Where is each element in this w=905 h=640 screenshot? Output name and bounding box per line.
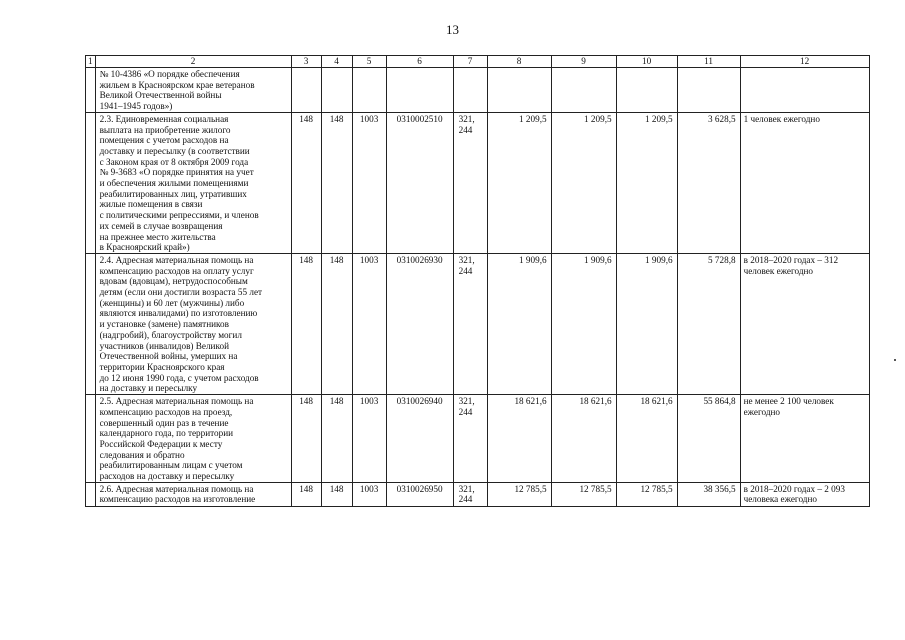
total-amount-cell: 3 628,5 [677, 112, 740, 253]
measure-description-line: № 9-3683 «О порядке принятия на учет [99, 167, 254, 178]
year1-amount-cell [487, 68, 551, 113]
measure-description-line: детям (если они достигли возраста 55 лет [99, 287, 263, 298]
measure-description [95, 68, 291, 113]
year1-amount-cell: 1 909,6 [487, 253, 551, 394]
total-amount-cell: 5 728,8 [677, 253, 740, 394]
total-amount-cell [677, 68, 740, 113]
total-amount-cell: 38 356,5 [677, 482, 740, 506]
section-code-cell: 148 [321, 482, 352, 506]
subsection-code-cell [352, 68, 386, 113]
expected-result-cell [740, 112, 869, 253]
program-table [85, 55, 870, 507]
col-header-3: 3 [291, 56, 321, 68]
measure-description-line: с Законом края от 8 октября 2009 года [99, 156, 249, 167]
row-index-cell [86, 68, 96, 113]
measure-description-line: 1941–1945 годов») [99, 101, 173, 112]
col-header-12: 12 [740, 56, 869, 68]
expense-type-cell-line: 321, [458, 396, 475, 407]
expense-type-cell [453, 482, 487, 506]
year3-amount-cell [616, 68, 677, 113]
page-number: 13 [446, 22, 459, 37]
measure-description-line: жилые помещения в связи [99, 199, 203, 210]
measure-description [95, 395, 291, 483]
measure-description-line: компенсацию расходов на изготовление [99, 494, 256, 505]
expense-type-cell-line: 321, [458, 254, 475, 265]
measure-description-line: жильем в Красноярском крае ветеранов [99, 79, 255, 90]
measure-description-line: помещения с учетом расходов на [99, 135, 229, 146]
measure-description-line: участников (инвалидов) Великой [99, 340, 229, 351]
target-article-cell: 0310026930 [386, 253, 453, 394]
section-code-cell: 148 [321, 395, 352, 483]
target-article-cell: 0310026940 [386, 395, 453, 483]
year2-amount-cell: 1 909,6 [551, 253, 616, 394]
col-header-2: 2 [95, 56, 291, 68]
measure-description-line: реабилитированных лиц, утративших [99, 188, 247, 199]
measure-description-line: следования и обратно [99, 449, 185, 460]
row-index-cell [86, 253, 96, 394]
table-row [86, 68, 870, 113]
subsection-code-cell: 1003 [352, 395, 386, 483]
col-header-8: 8 [487, 56, 551, 68]
measure-description-line: Великой Отечественной войны [99, 90, 222, 101]
col-header-1: 1 [86, 56, 96, 68]
total-amount-cell: 55 864,8 [677, 395, 740, 483]
year3-amount-cell: 1 209,5 [616, 112, 677, 253]
measure-description-line: являются инвалидами) по изготовлению [99, 308, 258, 319]
measure-description-line: в Красноярский край») [99, 242, 190, 253]
measure-description-line: совершенный один раз в течение [99, 417, 229, 428]
year2-amount-cell: 1 209,5 [551, 112, 616, 253]
measure-description-line: компенсацию расходов на проезд, [99, 406, 233, 417]
expected-result-cell-line: ежегодно [743, 406, 781, 417]
expected-result-cell [740, 253, 869, 394]
col-header-10: 10 [616, 56, 677, 68]
measure-description-line: до 12 июня 1990 года, с учетом расходов [99, 372, 259, 383]
year2-amount-cell: 12 785,5 [551, 482, 616, 506]
measure-description-line: доставку и пересылку (в соответствии [99, 145, 250, 156]
expected-result-cell-line: в 2018–2020 годах – 312 [743, 254, 839, 265]
expense-type-cell-line: 244 [458, 124, 473, 135]
admin-code-cell [291, 68, 321, 113]
measure-description-line: 2.4. Адресная материальная помощь на [99, 254, 254, 265]
expense-type-cell-line: 244 [458, 406, 473, 417]
col-header-7: 7 [453, 56, 487, 68]
measure-description [95, 112, 291, 253]
expense-type-cell-line: 244 [458, 265, 473, 276]
measure-description-line: территории Красноярского края [99, 361, 225, 372]
measure-description-line: вдовам (вдовцам), нетрудоспособным [99, 276, 248, 287]
section-code-cell: 148 [321, 253, 352, 394]
expected-result-cell [740, 68, 869, 113]
expected-result-cell [740, 482, 869, 506]
measure-description-line: компенсацию расходов на оплату услуг [99, 265, 254, 276]
measure-description-line: Российской Федерации к месту [99, 438, 223, 449]
expense-type-cell [453, 112, 487, 253]
year3-amount-cell: 18 621,6 [616, 395, 677, 483]
scan-speck [894, 359, 896, 361]
target-article-cell: 0310002510 [386, 112, 453, 253]
col-header-4: 4 [321, 56, 352, 68]
measure-description-line: выплата на приобретение жилого [99, 124, 231, 135]
target-article-cell [386, 68, 453, 113]
measure-description-line: (надгробий), благоустройству могил [99, 329, 242, 340]
target-article-cell: 0310026950 [386, 482, 453, 506]
expense-type-cell [453, 253, 487, 394]
measure-description-line: с политическими репрессиями, и членов [99, 210, 259, 221]
row-index-cell [86, 112, 96, 253]
program-table-container [85, 55, 870, 507]
col-header-9: 9 [551, 56, 616, 68]
expected-result-cell-line: человек ежегодно [743, 265, 814, 276]
measure-description-line: 2.5. Адресная материальная помощь на [99, 396, 254, 407]
measure-description-line: на доставку и пересылку [99, 383, 198, 394]
table-row [86, 482, 870, 506]
year1-amount-cell: 12 785,5 [487, 482, 551, 506]
year2-amount-cell [551, 68, 616, 113]
measure-description-line: № 10-4386 «О порядке обеспечения [99, 69, 240, 79]
col-header-11: 11 [677, 56, 740, 68]
subsection-code-cell: 1003 [352, 482, 386, 506]
admin-code-cell: 148 [291, 112, 321, 253]
measure-description-line: (женщины) и 60 лет (мужчины) либо [99, 297, 245, 308]
admin-code-cell: 148 [291, 395, 321, 483]
table-row [86, 253, 870, 394]
table-row [86, 395, 870, 483]
measure-description-line: на прежнее место жительства [99, 231, 216, 242]
measure-description-line: и установке (замене) памятников [99, 319, 229, 330]
expected-result-cell-line: в 2018–2020 годах – 2 093 [743, 483, 845, 494]
col-header-5: 5 [352, 56, 386, 68]
measure-description-line: 2.6. Адресная материальная помощь на [99, 483, 254, 494]
expected-result-cell-line: 1 человек ежегодно [743, 113, 820, 124]
row-index-cell [86, 482, 96, 506]
section-code-cell [321, 68, 352, 113]
row-index-cell [86, 395, 96, 483]
measure-description-line: Отечественной войны, умерших на [99, 351, 238, 362]
measure-description-line: календарного года, по территории [99, 428, 234, 439]
expense-type-cell-line: 321, [458, 483, 475, 494]
measure-description [95, 253, 291, 394]
table-row [86, 112, 870, 253]
expected-result-cell [740, 395, 869, 483]
year1-amount-cell: 1 209,5 [487, 112, 551, 253]
measure-description-line: расходов на доставку и пересылку [99, 471, 235, 482]
measure-description-line: 2.3. Единовременная социальная [99, 113, 229, 124]
admin-code-cell: 148 [291, 253, 321, 394]
year3-amount-cell: 1 909,6 [616, 253, 677, 394]
year1-amount-cell: 18 621,6 [487, 395, 551, 483]
expected-result-cell-line: человека ежегодно [743, 494, 817, 505]
subsection-code-cell: 1003 [352, 112, 386, 253]
measure-description-line: реабилитированным лицам с учетом [99, 460, 243, 471]
expense-type-cell [453, 395, 487, 483]
subsection-code-cell: 1003 [352, 253, 386, 394]
section-code-cell: 148 [321, 112, 352, 253]
expense-type-cell [453, 68, 487, 113]
measure-description-line: и обеспечения жилыми помещениями [99, 178, 249, 189]
col-header-6: 6 [386, 56, 453, 68]
year3-amount-cell: 12 785,5 [616, 482, 677, 506]
year2-amount-cell: 18 621,6 [551, 395, 616, 483]
admin-code-cell: 148 [291, 482, 321, 506]
expense-type-cell-line: 321, [458, 113, 475, 124]
expense-type-cell-line: 244 [458, 494, 473, 505]
measure-description-line: их семей в случае возвращения [99, 220, 223, 231]
column-number-row [86, 56, 870, 68]
expected-result-cell-line: не менее 2 100 человек [743, 396, 834, 407]
measure-description [95, 482, 291, 506]
